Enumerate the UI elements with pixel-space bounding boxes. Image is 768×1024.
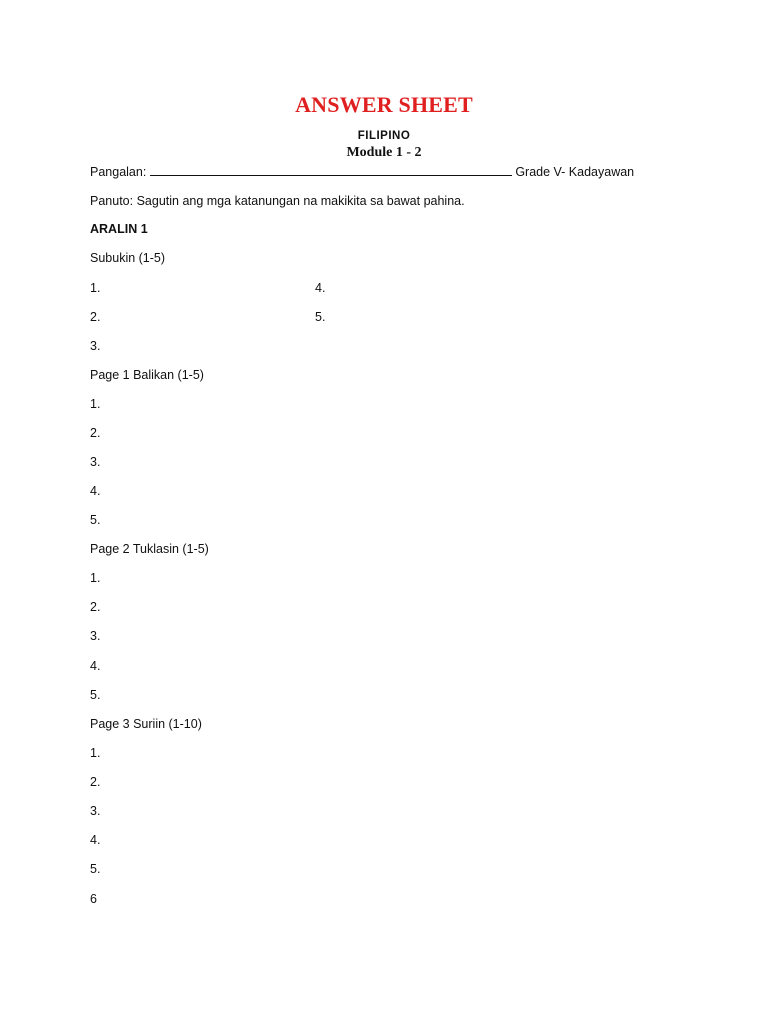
section-heading-tuklasin: Page 2 Tuklasin (1-5) (90, 542, 209, 556)
list-item: 2. (90, 775, 101, 789)
list-item: 2. (90, 310, 101, 324)
list-item: 5. (90, 513, 101, 527)
list-item: 2. (90, 426, 101, 440)
list-item: 1. (90, 571, 101, 585)
list-item: 4. (315, 281, 326, 295)
list-item: 3. (90, 804, 101, 818)
instructions-text: Sagutin ang mga katanungan na makikita sa bawat pahina. (136, 194, 465, 208)
module-label: Module 1 - 2 (346, 145, 422, 160)
list-item: 1. (90, 746, 101, 760)
page-title: ANSWER SHEET (295, 92, 473, 117)
section-heading-suriin: Page 3 Suriin (1-10) (90, 717, 202, 731)
list-item: 5. (315, 310, 326, 324)
subject-label: FILIPINO (357, 130, 411, 142)
list-item: 6 (90, 892, 97, 906)
list-item: 5. (90, 862, 101, 876)
grade-label: Grade V- Kadayawan (515, 165, 635, 179)
section-heading-balikan: Page 1 Balikan (1-5) (90, 368, 204, 382)
list-item: 3. (90, 629, 101, 643)
list-item: 3. (90, 455, 101, 469)
instructions (90, 194, 465, 208)
lesson-heading: ARALIN 1 (90, 222, 148, 236)
instructions-label: Panuto: (90, 194, 134, 208)
list-item: 4. (90, 659, 101, 673)
list-item: 4. (90, 833, 101, 847)
list-item: 4. (90, 484, 101, 498)
list-item: 3. (90, 339, 101, 353)
name-row (90, 163, 634, 179)
list-item: 5. (90, 688, 101, 702)
name-label: Pangalan: (90, 165, 147, 179)
name-blank-line[interactable] (150, 163, 512, 176)
list-item: 1. (90, 281, 101, 295)
list-item: 1. (90, 397, 101, 411)
section-heading-subukin: Subukin (1-5) (90, 251, 166, 265)
list-item: 2. (90, 600, 101, 614)
